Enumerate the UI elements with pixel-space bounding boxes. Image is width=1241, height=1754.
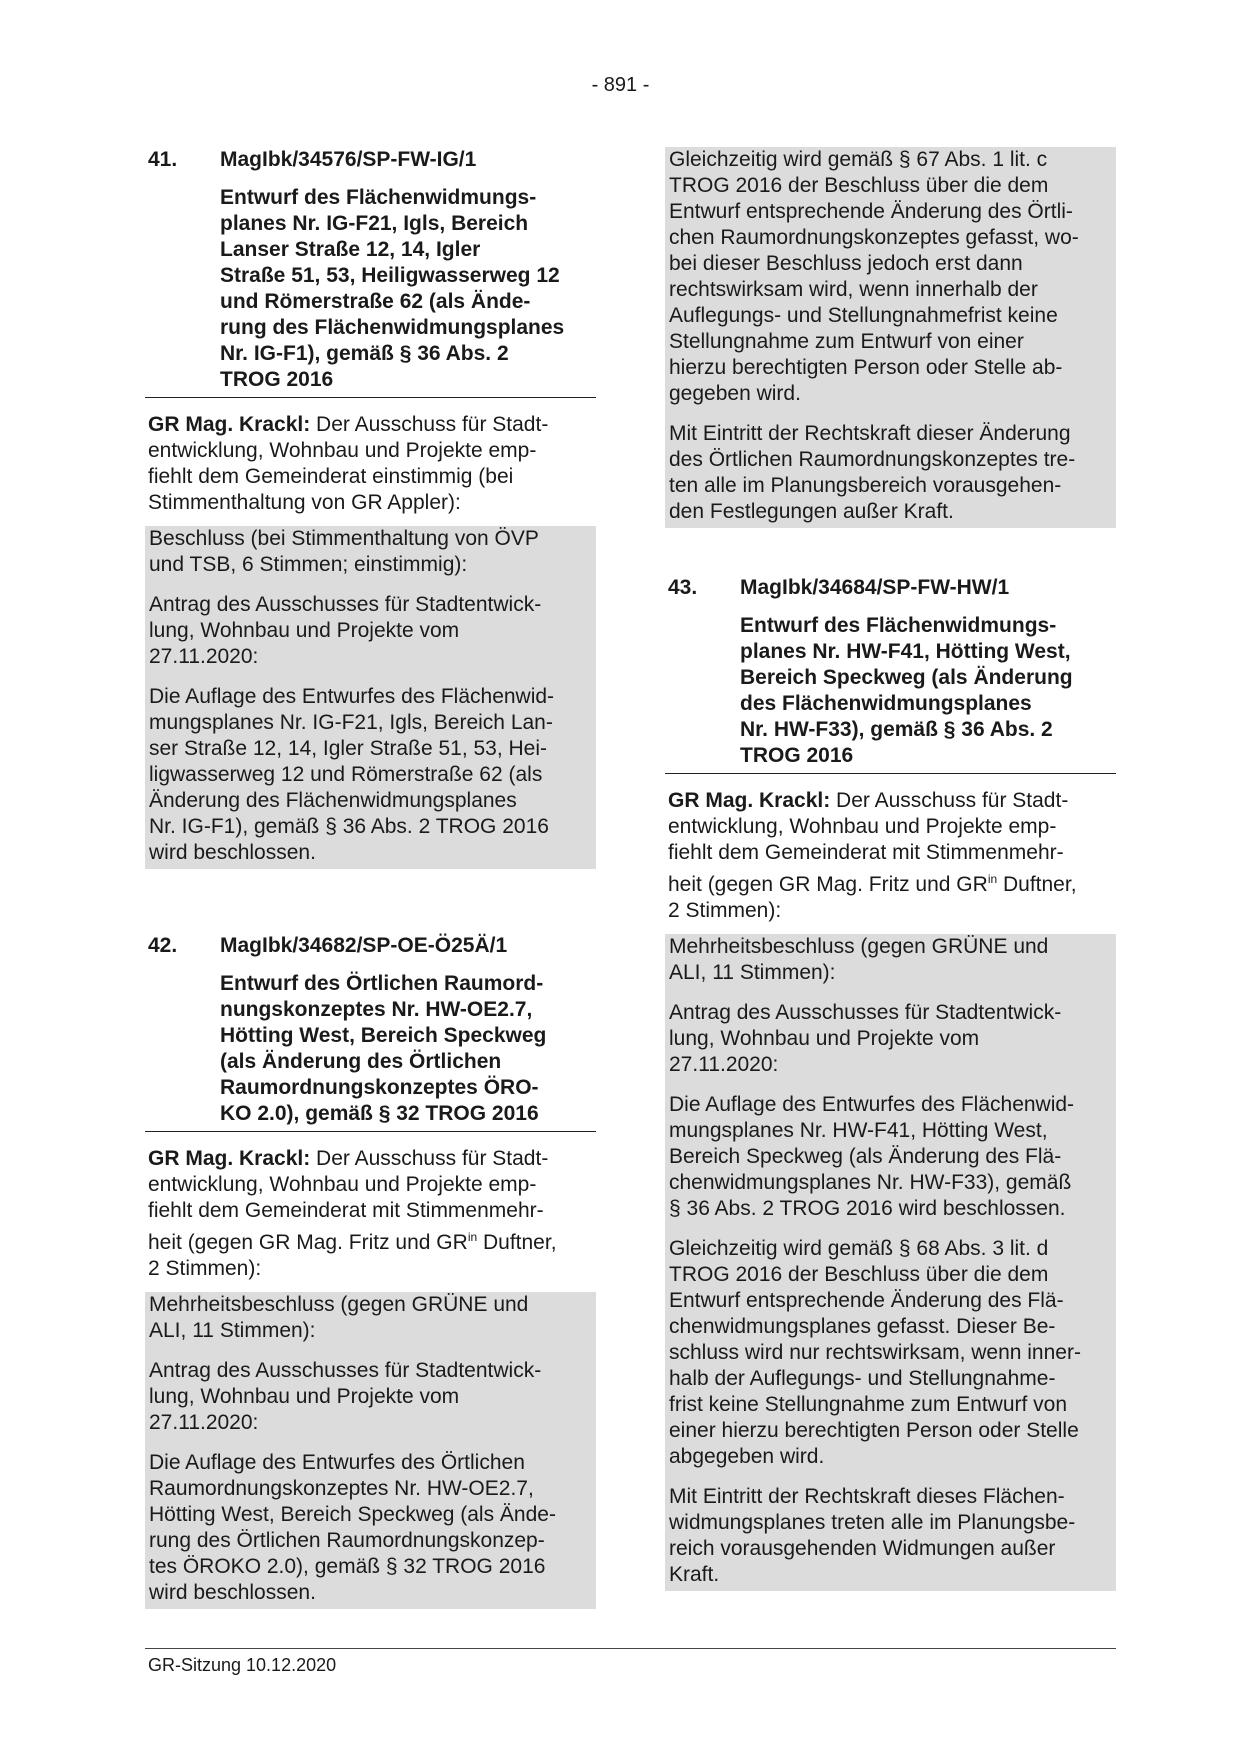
item-42-report-text-a: Der Ausschuss für Stadt- entwicklung, Wohnbau und Projekte emp- fiehlt dem Gemeinderat mit Stimmenmehr- heit (gegen GR Mag. Fritz und GR: [148, 1147, 549, 1254]
item-42-report-sup: in: [467, 1230, 478, 1244]
item-43-text-3: Mit Eintritt der Rechtskraft dieses Flächen- widmungsplanes treten alle im Planungsbe- reich vorausgehenden Widmungen außer Kraft.: [669, 1485, 1076, 1586]
item-41-report: [145, 398, 596, 516]
item-42-code: MagIbk/34682/SP-OE-Ö25Ä/1: [220, 934, 508, 957]
item-41-speaker: GR Mag. Krackl:: [148, 413, 311, 436]
item-41-text-1: Die Auflage des Entwurfes des Flächenwid- mungsplanes Nr. IG-F21, Igls, Bereich Lan- ser Straße 12, 14, Igler Straße 51, 53, Hei- ligwasserweg 12 und Römerstraße 62 (als Änderung des Flächenwidmungsplanes Nr. IG-F1), gemäß § 36 Abs. 2 TROG 2016 wird beschlossen.: [149, 685, 555, 864]
item-42-heading: [145, 933, 596, 1132]
item-43-code: MagIbk/34684/SP-FW-HW/1: [740, 576, 1010, 599]
item-43-motion: Antrag des Ausschusses für Stadtentwick- lung, Wohnbau und Projekte vom 27.11.2020:: [669, 1001, 1062, 1076]
item-42-title: Entwurf des Örtlichen Raumord- nungskonzeptes Nr. HW-OE2.7, Hötting West, Bereich Speckweg (als Änderung des Örtlichen Raumordnungskonzeptes ÖRO- KO 2.0), gemäß § 32 TROG 2016: [220, 972, 547, 1125]
agenda-item-43: [665, 575, 1116, 1591]
left-column: [145, 147, 596, 1609]
item-43-title: Entwurf des Flächenwidmungs- planes Nr. HW-F41, Hötting West, Bereich Speckweg (als Änderung des Flächenwidmungsplanes Nr. HW-F33), gemäß § 36 Abs. 2 TROG 2016: [740, 614, 1073, 767]
item-43-report-text-b: Duftner, 2 Stimmen):: [668, 873, 1077, 922]
item-41-resolution-box: [145, 526, 596, 869]
page-number: - 891 -: [591, 74, 650, 96]
item-43-resolution-box: [665, 934, 1116, 1591]
item-43-speaker: GR Mag. Krackl:: [668, 789, 831, 812]
agenda-item-42: [145, 933, 596, 1609]
item-43-text-1: Die Auflage des Entwurfes des Flächenwid- mungsplanes Nr. HW-F41, Hötting West, Bereich Speckweg (als Änderung des Flä- chenwidmungsplanes Nr. HW-F33), gemäß § 36 Abs. 2 TROG 2016 wird beschlossen.: [669, 1093, 1075, 1220]
agenda-item-41: [145, 147, 596, 869]
item-43-report: [665, 774, 1116, 924]
item-41-code: MagIbk/34576/SP-FW-IG/1: [220, 148, 477, 171]
item-43-number: 43.: [668, 576, 698, 599]
right-column: [665, 147, 1116, 1591]
item-41-heading: [145, 147, 596, 398]
item-41-continuation-box: [665, 147, 1116, 528]
item-43-report-sup: in: [987, 872, 998, 886]
item-41-motion: Antrag des Ausschusses für Stadtentwick- lung, Wohnbau und Projekte vom 27.11.2020:: [149, 593, 542, 668]
item-42-report-text-b: Duftner, 2 Stimmen):: [148, 1231, 557, 1280]
item-42-resolution-box: [145, 1292, 596, 1609]
item-42-motion: Antrag des Ausschusses für Stadtentwick- lung, Wohnbau und Projekte vom 27.11.2020:: [149, 1359, 542, 1434]
item-42-text-1: Die Auflage des Entwurfes des Örtlichen Raumordnungskonzeptes Nr. HW-OE2.7, Hötting West, Bereich Speckweg (als Ände- rung des Örtlichen Raumordnungskonzep- tes ÖROKO 2.0), gemäß § 32 TROG 2016 wird beschlossen.: [149, 1451, 556, 1604]
item-41-decision: Beschluss (bei Stimmenthaltung von ÖVP und TSB, 6 Stimmen; einstimmig):: [149, 527, 539, 576]
item-41-text-2: Gleichzeitig wird gemäß § 67 Abs. 1 lit. c TROG 2016 der Beschluss über die dem Entwurf entsprechende Änderung des Örtli- chen Raumordnungskonzeptes gefasst, wo- bei dieser Beschluss jedoch erst dann rechtswirksam wird, wenn innerhalb der Auflegungs- und Stellungnahmefrist keine Stellungnahme zum Entwurf von einer hierzu berechtigten Person oder Stelle ab- gegeben wird.: [669, 148, 1079, 405]
item-41-title: Entwurf des Flächenwidmungs- planes Nr. IG-F21, Igls, Bereich Lanser Straße 12, 14, Igler Straße 51, 53, Heiligwasserweg 12 und Römerstraße 62 (als Ände- rung des Flächenwidmungsplanes Nr. IG-F1), gemäß § 36 Abs. 2 TROG 2016: [220, 186, 565, 391]
item-42-number: 42.: [148, 934, 178, 957]
footer-divider: [145, 1648, 1116, 1649]
item-43-text-2: Gleichzeitig wird gemäß § 68 Abs. 3 lit. d TROG 2016 der Beschluss über die dem Entwurf entsprechende Änderung des Flä- chenwidmungsplanes gefasst. Dieser Be- schluss wird nur rechtswirksam, wenn inner- halb der Auflegungs- und Stellungnahme- frist keine Stellungnahme zum Entwurf von einer hierzu berechtigten Person oder Stelle abgegeben wird.: [669, 1237, 1081, 1468]
item-42-decision: Mehrheitsbeschluss (gegen GRÜNE und ALI, 11 Stimmen):: [149, 1293, 529, 1342]
item-42-report: [145, 1132, 596, 1282]
item-42-speaker: GR Mag. Krackl:: [148, 1147, 311, 1170]
item-43-report-text-a: Der Ausschuss für Stadt- entwicklung, Wohnbau und Projekte emp- fiehlt dem Gemeinderat mit Stimmenmehr- heit (gegen GR Mag. Fritz und GR: [668, 789, 1069, 896]
item-41-text-3: Mit Eintritt der Rechtskraft dieser Änderung des Örtlichen Raumordnungskonzeptes tre- ten alle im Planungsbereich vorausgehen- den Festlegungen außer Kraft.: [669, 422, 1076, 523]
item-43-heading: [665, 575, 1116, 774]
item-41-report-text: Der Ausschuss für Stadt- entwicklung, Wohnbau und Projekte emp- fiehlt dem Gemeinderat einstimmig (bei Stimmenthaltung von GR Appler):: [148, 413, 549, 514]
item-43-decision: Mehrheitsbeschluss (gegen GRÜNE und ALI, 11 Stimmen):: [669, 935, 1049, 984]
item-41-number: 41.: [148, 148, 178, 171]
footer-session-date: GR-Sitzung 10.12.2020: [148, 1655, 337, 1675]
